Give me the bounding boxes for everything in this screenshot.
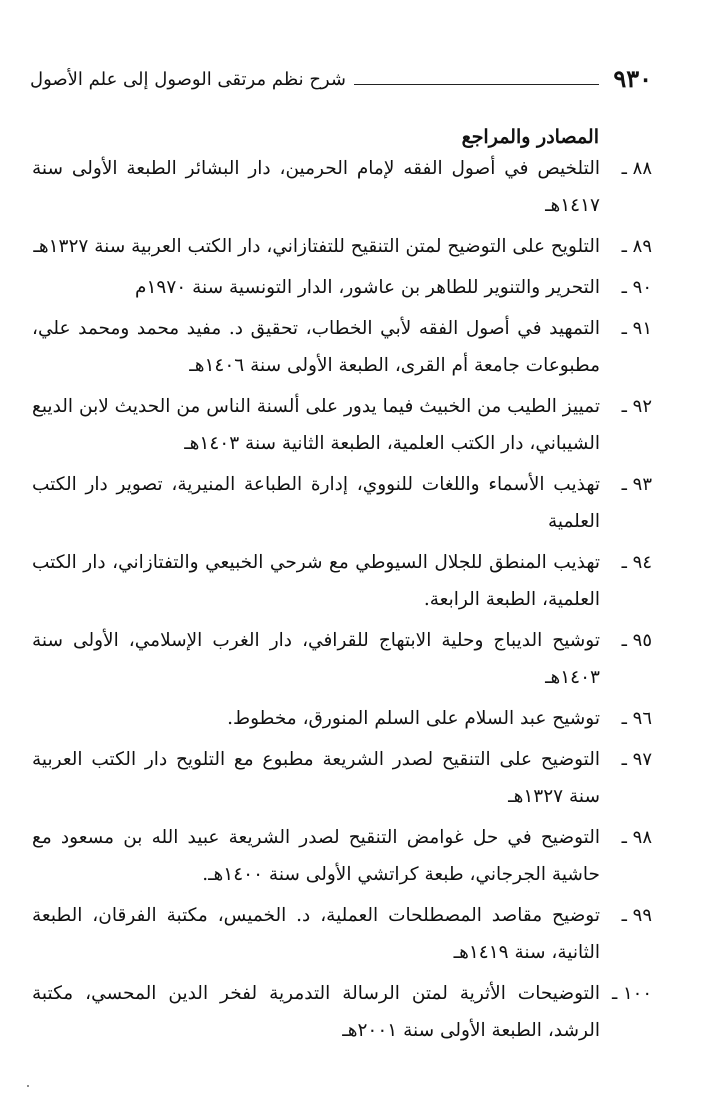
entry-number: ٩٢ ـ [621,396,652,417]
entry-number: ١٠٠ ـ [611,983,652,1004]
entry-number: ٩٧ ـ [621,749,652,770]
entry-text: توشيح الديباج وحلية الابتهاج للقرافي، دار الغرب الإسلامي، الأولى سنة ١٤٠٣هـ [32,630,600,688]
list-item [32,975,652,1049]
list-item [32,741,652,815]
entry-text: التوضيحات الأثرية لمتن الرسالة التدمرية لفخر الدين المحسي، مكتبة الرشد، الطبعة الأولى سنة ٢٠٠١هـ [32,983,600,1041]
list-item [32,700,652,737]
list-item [32,466,652,540]
list-item [32,150,652,224]
entry-number: ٩٣ ـ [621,474,652,495]
list-item [32,388,652,462]
scan-dot [27,1085,29,1087]
entry-text: تمييز الطيب من الخبيث فيما يدور على ألسنة الناس من الحديث لابن الديبع الشيباني، دار الكتب العلمية، الطبعة الثانية سنة ١٤٠٣هـ [32,396,600,454]
entry-text: تهذيب الأسماء واللغات للنووي، إدارة الطباعة المنيرية، تصوير دار الكتب العلمية [32,474,600,532]
list-item [32,897,652,971]
list-item [32,544,652,618]
entry-number: ٨٩ ـ [621,236,652,257]
entry-number: ٩٦ ـ [621,708,652,729]
entry-number: ٩٩ ـ [621,905,652,926]
list-item [32,310,652,384]
entry-text: التلويح على التوضيح لمتن التنقيح للتفتازاني، دار الكتب العربية سنة ١٣٢٧هـ [33,236,600,257]
page-number: ٩٣٠ [613,64,652,93]
entry-text: التوضيح في حل غوامض التنقيح لصدر الشريعة عبيد الله بن مسعود مع حاشية الجرجاني، طبعة كراتشي الأولى سنة ١٤٠٠هـ. [32,827,600,885]
entry-number: ٩٠ ـ [621,277,652,298]
entry-text: التلخيص في أصول الفقه لإمام الحرمين، دار البشائر الطبعة الأولى سنة ١٤١٧هـ [32,158,600,216]
entry-text: التمهيد في أصول الفقه لأبي الخطاب، تحقيق د. مفيد محمد ومحمد علي، مطبوعات جامعة أم القرى، الطبعة الأولى سنة ١٤٠٦هـ [32,318,600,376]
entry-number: ٨٨ ـ [621,158,652,179]
header-rule [354,84,599,85]
page-header [30,60,652,94]
entry-text: توشيح عبد السلام على السلم المنورق، مخطوط. [227,708,600,729]
entry-text: التحرير والتنوير للطاهر بن عاشور، الدار التونسية سنة ١٩٧٠م [135,277,600,298]
running-title: شرح نظم مرتقى الوصول إلى علم الأصول [30,69,346,90]
bibliography-list [32,150,652,1053]
list-item [32,622,652,696]
entry-number: ٩١ ـ [621,318,652,339]
entry-text: توضيح مقاصد المصطلحات العملية، د. الخميس، مكتبة الفرقان، الطبعة الثانية، سنة ١٤١٩هـ [32,905,600,963]
list-item [32,228,652,265]
entry-text: تهذيب المنطق للجلال السيوطي مع شرحي الخبيعي والتفتازاني، دار الكتب العلمية، الطبعة الرابعة. [32,552,600,610]
list-item [32,269,652,306]
list-item [32,819,652,893]
entry-number: ٩٨ ـ [621,827,652,848]
entry-number: ٩٤ ـ [621,552,652,573]
section-title: المصادر والمراجع [461,126,599,148]
entry-text: التوضيح على التنقيح لصدر الشريعة مطبوع مع التلويح دار الكتب العربية سنة ١٣٢٧هـ [32,749,600,807]
entry-number: ٩٥ ـ [621,630,652,651]
